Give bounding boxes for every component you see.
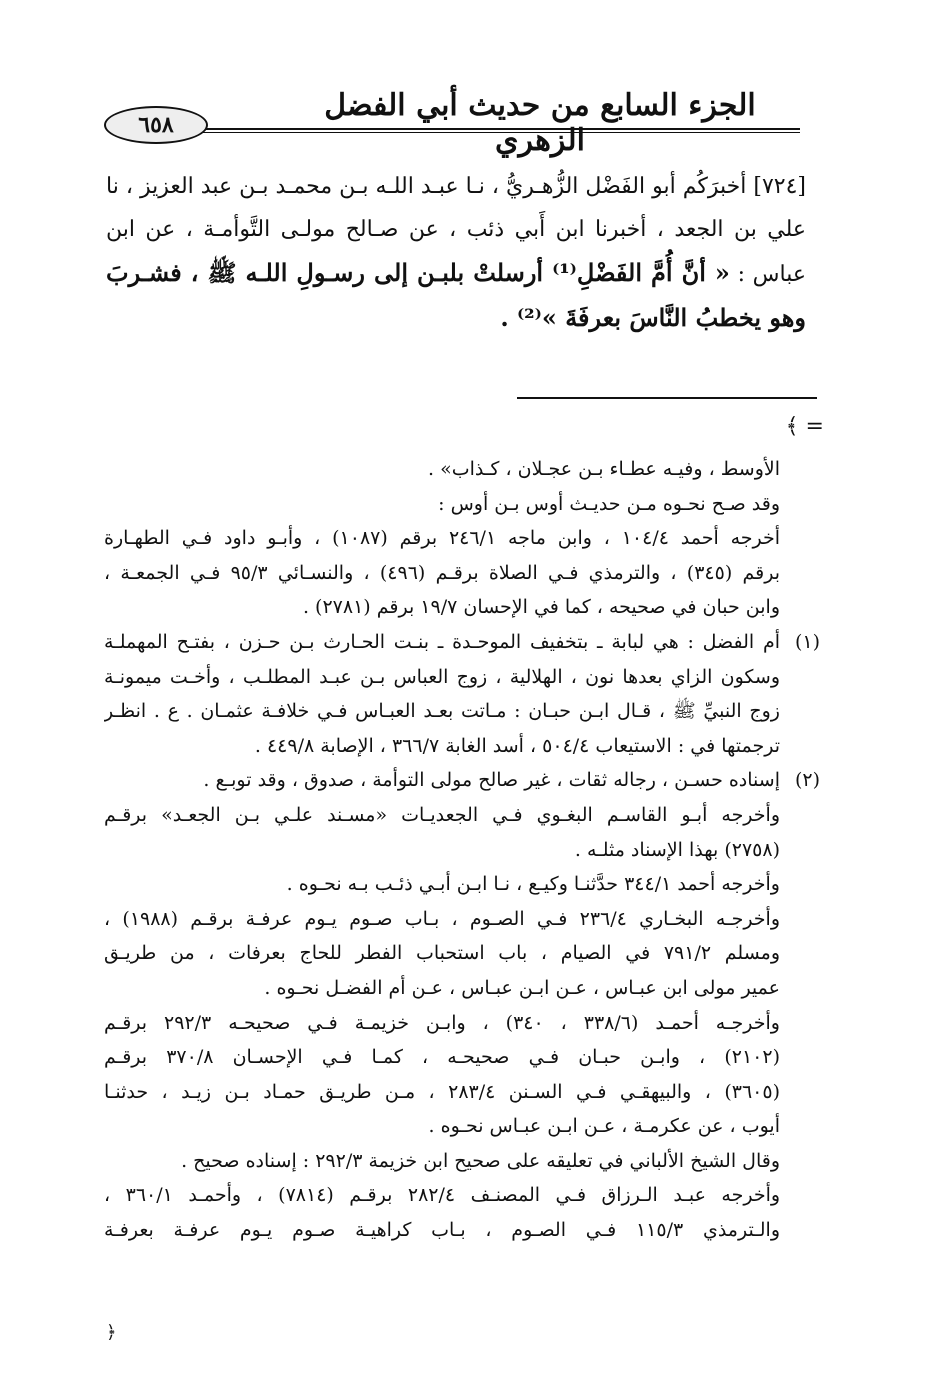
- footnote-text: أم الفضل : هي لبابة ـ بتخفيف الموحـدة ـ بنـت الحـارث بـن حـزن ، بفتـح المهملـة: [104, 630, 780, 653]
- footnote-text: ومسلم ٧٩١/٢ في الصيام ، باب استحباب الفطر للحاج بعرفات ، من طريـق: [104, 942, 780, 965]
- footnote-text: برقم (٣٤٥) ، والترمذي فـي الصلاة برقـم (٤٩٦) ، والنسـائي ٩٥/٣ فـي الجمعـة ،: [104, 561, 780, 584]
- footnote-line: [104, 729, 820, 764]
- footnote-line: [104, 1213, 820, 1248]
- footnote-text: وأخرجـه أحمـد (٣٣٨/٦ ، ٣٤٠) ، وابـن خزيمـة فـي صحيحـه ٢٩٢/٣ برقـم: [104, 1011, 780, 1034]
- page-end-mark: ﴿: [106, 1322, 117, 1343]
- footnote-line: [104, 1075, 820, 1110]
- footnote-line: [104, 936, 820, 971]
- footnote-text: (٣٦٠٥) ، والبيهقـي فـي السـنن ٢٨٣/٤ ، مـن طريـق حمـاد بـن زيـد ، حدثنـا: [104, 1080, 780, 1103]
- footnote-number: (١): [794, 630, 820, 653]
- footnote-line: [104, 590, 820, 625]
- footnote-text: الأوسط ، وفيـه عطـاء بـن عجـلان ، كـذاب» .: [428, 458, 780, 480]
- footnote-line: [104, 694, 820, 729]
- footnote-text: وقد صـح نحـوه مـن حديـث أوس بـن أوس :: [438, 492, 780, 515]
- footnote-text: وسكون الزاي بعدها نون ، الهلالية ، زوج العباس بـن عبـد المطلـب ، وأخـت ميمونـة: [104, 665, 780, 688]
- footnote-line: [104, 1144, 820, 1179]
- footnote-line: [104, 833, 820, 868]
- footnotes: [104, 452, 820, 1248]
- footnote-line: [104, 521, 820, 556]
- running-header: [104, 88, 800, 158]
- footnote-line: [104, 1006, 820, 1041]
- footnote-line: [104, 763, 820, 798]
- footnote-line: [104, 1178, 820, 1213]
- footnote-number: (٢): [794, 769, 820, 792]
- footnote-text: زوج النبيِّ ﷺ ، قـال ابـن حبـان : مـاتت بعـد العبـاس فـي خلافـة عثمـان . ع . انظـر: [104, 700, 780, 723]
- footnote-line: [104, 625, 820, 660]
- footnote-line: [104, 971, 820, 1006]
- footnote-line: [104, 660, 820, 695]
- footnote-separator: [517, 397, 817, 399]
- footnote-text: إسناده حسـن ، رجاله ثقات ، غير صالح مولى التوأمة ، صدوق ، وقد توبـع .: [203, 769, 780, 792]
- footnote-line: [104, 798, 820, 833]
- footnote-line: [104, 867, 820, 902]
- footnote-text: أيوب ، عن عكرمـة ، عـن ابـن عبـاس نحـوه .: [428, 1115, 780, 1138]
- footnote-line: [104, 1109, 820, 1144]
- header-rule: [164, 128, 800, 130]
- footnote-text: وأخرجه أبـو القاسـم البغـوي فـي الجعديـات «مسـند علـي بـن الجعـد» برقـم: [104, 803, 780, 826]
- footnote-text: وأخرجـه البخـاري ٢٣٦/٤ فـي الصـوم ، بـاب صـوم يـوم عرفـة برقـم (١٩٨٨) ،: [104, 907, 780, 930]
- footnote-text: (٢٧٥٨) بهذا الإسناد مثلـه .: [574, 838, 780, 861]
- page-number-badge: ٦٥٨: [104, 106, 208, 144]
- footnote-text: وابن حبان في صحيحه ، كما في الإحسان ١٩/٧ برقم (٢٧٨١) .: [302, 596, 780, 619]
- footnote-line: [104, 452, 820, 487]
- footnote-text: أخرجه أحمد ١٠٤/٤ ، وابن ماجه ٢٤٦/١ برقم (١٠٨٧) ، وأبـو داود فـي الطهـارة: [104, 527, 781, 550]
- footnote-line: [104, 1040, 820, 1075]
- hadith-matn: « أنَّ أُمَّ الفَضْلِ⁽¹⁾ أرسلتْ بلبـن إلى رسـولِ اللـه ﷺ ، فشـربَ وهو يخطبُ النَّاسَ بعرفَةَ »⁽²⁾ .: [106, 258, 806, 332]
- header-rule-thin: [164, 132, 800, 133]
- hadith-text: [106, 165, 806, 341]
- footnote-text: وأخرجه أحمد ٣٤٤/١ حدَّثنـا وكيـع ، نـا ابـن أبـي ذئـب بـه نحـوه .: [286, 873, 780, 896]
- footnote-line: [104, 902, 820, 937]
- footnote-text: عمير مولى ابن عبـاس ، عـن ابـن عبـاس ، عـن أم الفضـل نحـوه .: [264, 976, 780, 999]
- footnote-text: وأخرجه عبـد الـرزاق فـي المصنـف ٢٨٢/٤ برقـم (٧٨١٤) ، وأحمـد ٣٦٠/١ ،: [104, 1184, 781, 1207]
- footnote-line: [104, 556, 820, 591]
- running-header-title: الجزء السابع من حديث أبي الفضل الزهري: [324, 88, 756, 158]
- footnote-text: وقال الشيخ الألباني في تعليقه على صحيح ابن خزيمة ٢٩٢/٣ : إسناده صحيح .: [181, 1149, 780, 1172]
- continuation-mark: = ﴾: [785, 414, 824, 439]
- footnote-text: ترجمتها في : الاستيعاب ٥٠٤/٤ ، أسد الغابة ٣٦٦/٧ ، الإصابة ٤٤٩/٨ .: [254, 734, 780, 757]
- footnote-text: (٢١٠٢) ، وابـن حبـان فـي صحيحـه ، كمـا فـي الإحسـان ٣٧٠/٨ برقـم: [104, 1046, 780, 1069]
- hadith-isnad: أخبرَكُم أبو الفَضْل الزُّهـريُّ ، نـا عبـد اللـه بـن محمـد بـن عبد العزيز ، نا علي بن الجعد ، أخبرنا ابن أَبي ذئب ، عن صـالح مولـى التَّوأمـة ، عن ابن عباس :: [106, 174, 806, 287]
- footnote-text: والـترمذي ١١٥/٣ فـي الصـوم ، بـاب كراهيـة صـوم يـوم عرفـة بعرفـة: [104, 1219, 780, 1242]
- hadith-number: [٧٢٤]: [753, 174, 806, 199]
- footnote-line: [104, 487, 820, 522]
